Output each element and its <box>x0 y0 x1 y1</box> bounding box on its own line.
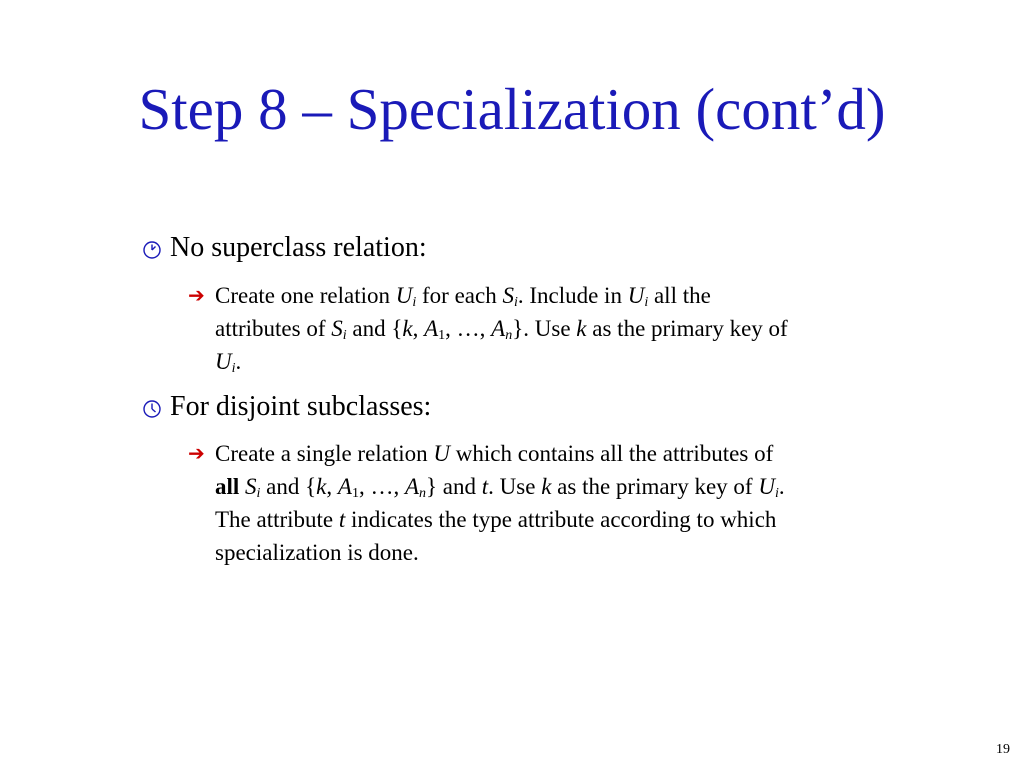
text-run: . <box>778 474 785 499</box>
subscript-n: n <box>505 328 513 343</box>
sub-bullet-no-superclass <box>215 279 945 378</box>
var-u: U <box>627 283 645 308</box>
slide-title: Step 8 – Specialization (cont’d) <box>138 76 886 142</box>
text-run: . <box>235 349 242 374</box>
var-u: U <box>395 283 413 308</box>
text-line <box>215 536 945 569</box>
var-k: k <box>316 474 327 499</box>
var-u: U <box>433 441 451 466</box>
var-k: k <box>576 316 587 341</box>
text-run: all the <box>648 283 711 308</box>
text-run: attributes of <box>215 316 332 341</box>
var-k: k <box>402 316 413 341</box>
var-a: A <box>424 316 439 341</box>
text-run: as the primary key of <box>551 474 759 499</box>
text-run: and { <box>260 474 317 499</box>
text-line <box>215 279 945 312</box>
var-t: t <box>338 507 346 532</box>
text-run: . Include in <box>517 283 628 308</box>
subscript-i: i <box>774 486 779 501</box>
subscript-1: 1 <box>438 328 446 343</box>
subscript-i: i <box>256 486 261 501</box>
subscript-n: n <box>419 486 427 501</box>
subscript-i: i <box>231 361 236 376</box>
var-a: A <box>491 316 506 341</box>
text-run: as the primary key of <box>586 316 788 341</box>
var-u: U <box>758 474 775 499</box>
sub-bullet-disjoint-subclasses <box>215 437 945 569</box>
var-a: A <box>404 474 420 499</box>
page-number: 19 <box>996 742 1010 757</box>
text-run: indicates the type attribute according to which <box>345 507 777 532</box>
var-a: A <box>337 474 352 499</box>
text-line <box>215 437 945 470</box>
text-run: specialization is done. <box>215 540 419 565</box>
text-run: which contains all the attributes of <box>450 441 774 466</box>
text-line <box>215 345 945 378</box>
bullet-disjoint-subclasses: For disjoint subclasses: <box>170 391 432 422</box>
text-run: Create one relation <box>215 283 396 308</box>
var-u: U <box>215 349 232 374</box>
text-line <box>215 470 945 503</box>
subscript-1: 1 <box>351 486 359 501</box>
var-k: k <box>541 474 552 499</box>
var-t: t <box>481 474 489 499</box>
text-run: } and <box>426 474 482 499</box>
bullet-no-superclass: No superclass relation: <box>170 232 427 263</box>
var-s: S <box>245 474 257 499</box>
red-arrow-icon: ➔ <box>188 441 205 465</box>
subscript-i: i <box>342 328 347 343</box>
var-s: S <box>502 283 514 308</box>
red-arrow-icon: ➔ <box>188 283 205 307</box>
text-run: , <box>412 316 425 341</box>
bold-all: all <box>215 474 240 499</box>
clock-bullet-icon <box>142 240 162 260</box>
subscript-i: i <box>513 295 518 310</box>
text-run: , …, <box>445 316 492 341</box>
text-line <box>215 503 945 536</box>
text-run: }. Use <box>512 316 577 341</box>
text-run: , <box>326 474 338 499</box>
text-run: , …, <box>358 474 405 499</box>
clock-bullet-icon <box>142 399 162 419</box>
subscript-i: i <box>644 295 649 310</box>
text-run: and { <box>346 316 403 341</box>
subscript-i: i <box>412 295 417 310</box>
text-run: . Use <box>488 474 542 499</box>
text-run: for each <box>416 283 503 308</box>
text-run: The attribute <box>215 507 339 532</box>
text-run: Create a single relation <box>215 441 434 466</box>
var-s: S <box>331 316 343 341</box>
text-line <box>215 312 945 345</box>
